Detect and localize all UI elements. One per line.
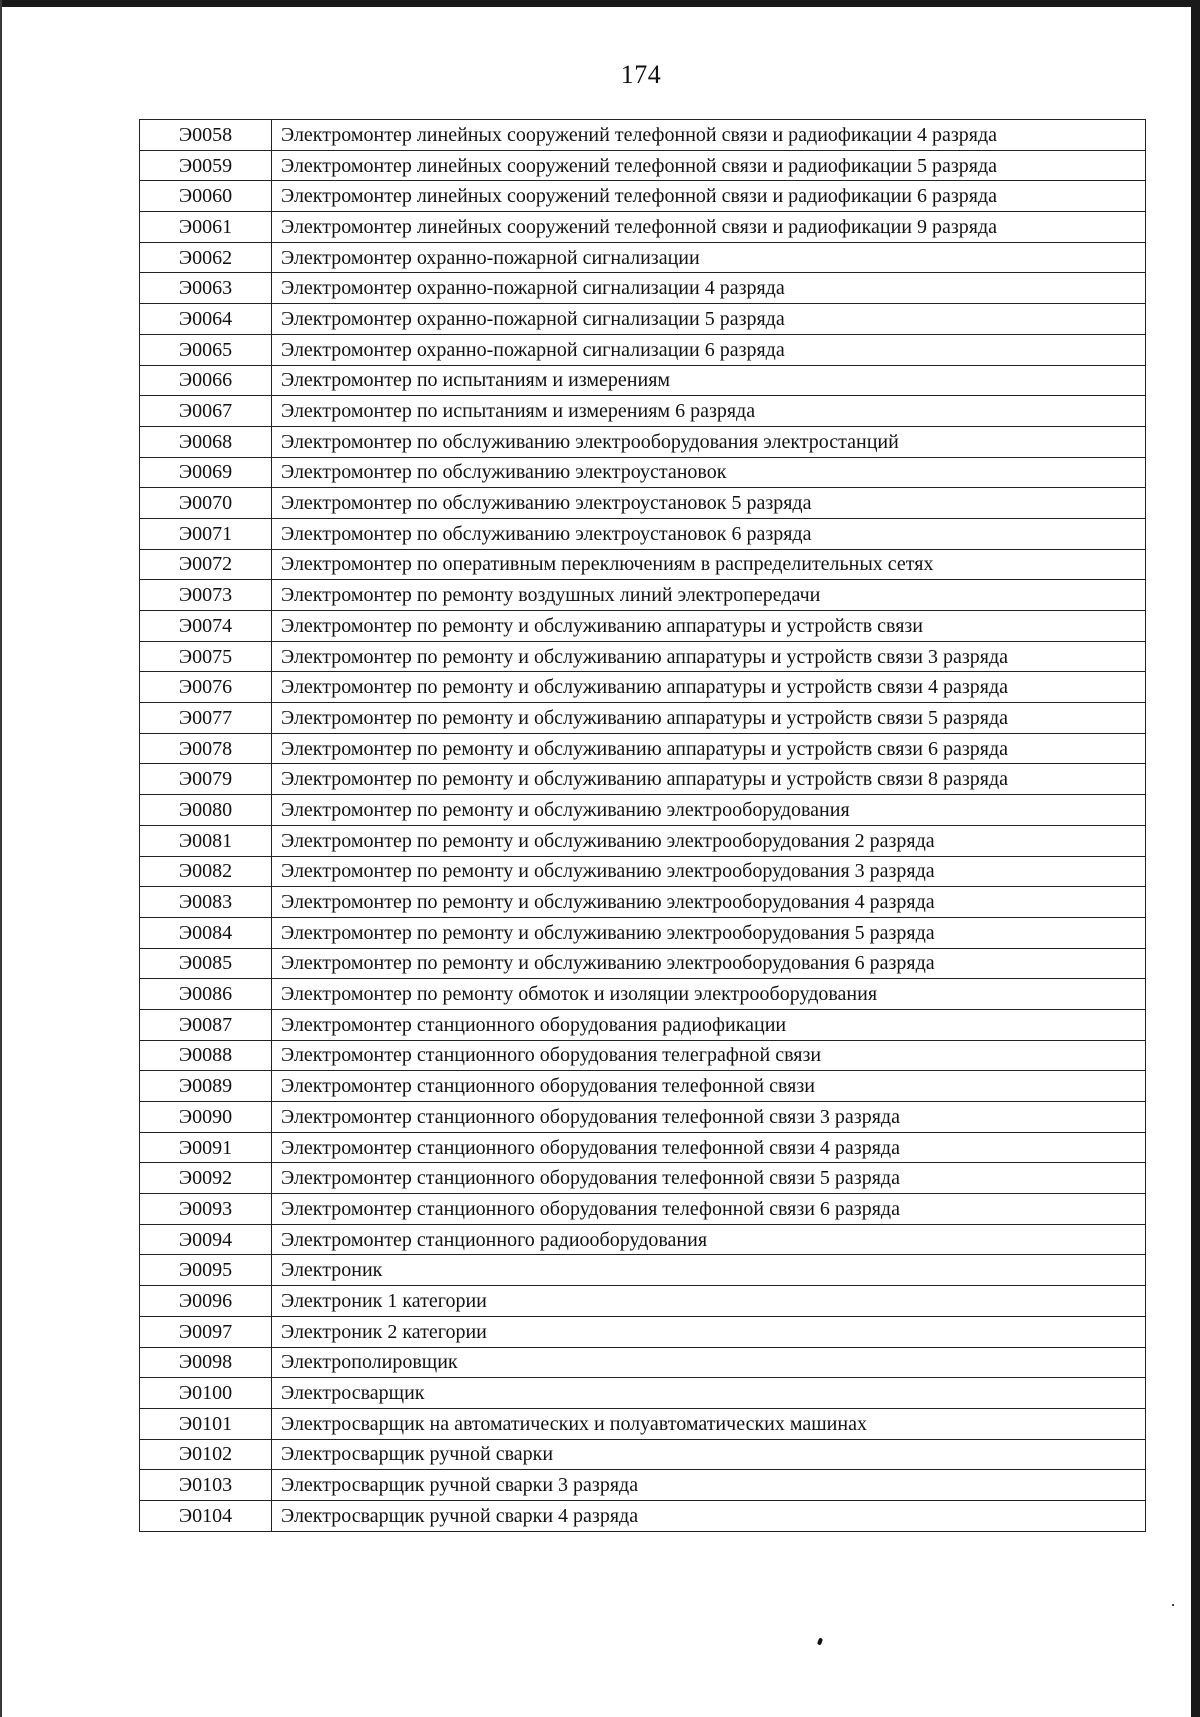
row-profession-name: Электромонтер по ремонту и обслуживанию электрооборудования 3 разряда [272, 856, 1146, 887]
row-code: Э0069 [140, 457, 272, 488]
row-code: Э0092 [140, 1163, 272, 1194]
table-row [140, 948, 1146, 979]
row-code: Э0082 [140, 856, 272, 887]
table-row [140, 304, 1146, 335]
row-profession-name: Электросварщик [272, 1378, 1146, 1409]
table-row [140, 1347, 1146, 1378]
row-code: Э0083 [140, 887, 272, 918]
row-profession-name: Электросварщик ручной сварки [272, 1439, 1146, 1470]
row-profession-name: Электромонтер по ремонту и обслуживанию электрооборудования [272, 795, 1146, 826]
table-row [140, 1408, 1146, 1439]
row-profession-name: Электромонтер по испытаниям и измерениям [272, 365, 1146, 396]
table-row [140, 1500, 1146, 1531]
table-row [140, 1009, 1146, 1040]
row-profession-name: Электромонтер по ремонту и обслуживанию аппаратуры и устройств связи [272, 611, 1146, 642]
page-number: 174 [620, 60, 662, 89]
table-row [140, 1163, 1146, 1194]
table-row [140, 1040, 1146, 1071]
table-row [140, 273, 1146, 304]
row-code: Э0098 [140, 1347, 272, 1378]
table-row [140, 120, 1146, 151]
scan-border-top [0, 0, 1200, 7]
scan-border-left [0, 0, 2, 1717]
table-row [140, 1224, 1146, 1255]
row-code: Э0091 [140, 1132, 272, 1163]
row-profession-name: Электромонтер по обслуживанию электроустановок [272, 457, 1146, 488]
table-row [140, 242, 1146, 273]
table-row [140, 856, 1146, 887]
row-profession-name: Электромонтер охранно-пожарной сигнализации 5 разряда [272, 304, 1146, 335]
row-profession-name: Электромонтер по ремонту воздушных линий электропередачи [272, 580, 1146, 611]
table-row [140, 396, 1146, 427]
row-profession-name: Электромонтер линейных сооружений телефонной связи и радиофикации 4 разряда [272, 120, 1146, 151]
row-code: Э0063 [140, 273, 272, 304]
scan-border-right [1191, 0, 1200, 1717]
table-row [140, 795, 1146, 826]
row-code: Э0075 [140, 641, 272, 672]
row-code: Э0070 [140, 488, 272, 519]
row-profession-name: Электромонтер по ремонту и обслуживанию аппаратуры и устройств связи 4 разряда [272, 672, 1146, 703]
row-code: Э0074 [140, 611, 272, 642]
row-profession-name: Электромонтер линейных сооружений телефонной связи и радиофикации 9 разряда [272, 212, 1146, 243]
table-row [140, 672, 1146, 703]
row-profession-name: Электроник 2 категории [272, 1316, 1146, 1347]
row-profession-name: Электромонтер по ремонту и обслуживанию аппаратуры и устройств связи 6 разряда [272, 733, 1146, 764]
row-profession-name: Электромонтер по обслуживанию электроустановок 5 разряда [272, 488, 1146, 519]
table-row [140, 764, 1146, 795]
row-code: Э0080 [140, 795, 272, 826]
table-row [140, 979, 1146, 1010]
row-code: Э0097 [140, 1316, 272, 1347]
row-code: Э0095 [140, 1255, 272, 1286]
row-code: Э0072 [140, 549, 272, 580]
row-code: Э0067 [140, 396, 272, 427]
table-row [140, 181, 1146, 212]
table-row [140, 580, 1146, 611]
scan-speck [1172, 1604, 1174, 1606]
registry-table-container [139, 119, 1146, 1532]
table-row [140, 549, 1146, 580]
row-code: Э0059 [140, 150, 272, 181]
table-row [140, 365, 1146, 396]
row-profession-name: Электромонтер по ремонту и обслуживанию аппаратуры и устройств связи 5 разряда [272, 703, 1146, 734]
table-row [140, 1194, 1146, 1225]
table-row [140, 703, 1146, 734]
table-row [140, 426, 1146, 457]
table-row [140, 887, 1146, 918]
row-profession-name: Электромонтер по ремонту обмоток и изоляции электрооборудования [272, 979, 1146, 1010]
row-profession-name: Электромонтер по оперативным переключениям в распределительных сетях [272, 549, 1146, 580]
row-profession-name: Электромонтер станционного оборудования телефонной связи 3 разряда [272, 1102, 1146, 1133]
row-profession-name: Электромонтер по ремонту и обслуживанию электрооборудования 6 разряда [272, 948, 1146, 979]
row-profession-name: Электромонтер охранно-пожарной сигнализации [272, 242, 1146, 273]
table-row [140, 1132, 1146, 1163]
table-row [140, 150, 1146, 181]
row-profession-name: Электроник [272, 1255, 1146, 1286]
row-code: Э0100 [140, 1378, 272, 1409]
table-row [140, 1286, 1146, 1317]
row-code: Э0079 [140, 764, 272, 795]
row-profession-name: Электромонтер охранно-пожарной сигнализации 6 разряда [272, 334, 1146, 365]
row-profession-name: Электромонтер по обслуживанию электрооборудования электростанций [272, 426, 1146, 457]
row-code: Э0101 [140, 1408, 272, 1439]
table-row [140, 1470, 1146, 1501]
row-profession-name: Электромонтер станционного оборудования телефонной связи 5 разряда [272, 1163, 1146, 1194]
row-code: Э0065 [140, 334, 272, 365]
row-code: Э0103 [140, 1470, 272, 1501]
row-code: Э0081 [140, 825, 272, 856]
row-code: Э0096 [140, 1286, 272, 1317]
table-row [140, 212, 1146, 243]
table-row [140, 641, 1146, 672]
row-code: Э0090 [140, 1102, 272, 1133]
row-code: Э0088 [140, 1040, 272, 1071]
row-code: Э0060 [140, 181, 272, 212]
table-row [140, 1316, 1146, 1347]
row-code: Э0104 [140, 1500, 272, 1531]
row-code: Э0061 [140, 212, 272, 243]
table-row [140, 1439, 1146, 1470]
row-code: Э0085 [140, 948, 272, 979]
row-profession-name: Электроник 1 категории [272, 1286, 1146, 1317]
row-code: Э0086 [140, 979, 272, 1010]
row-code: Э0102 [140, 1439, 272, 1470]
row-profession-name: Электромонтер по ремонту и обслуживанию электрооборудования 4 разряда [272, 887, 1146, 918]
row-code: Э0066 [140, 365, 272, 396]
row-code: Э0089 [140, 1071, 272, 1102]
table-row [140, 1378, 1146, 1409]
row-profession-name: Электрополировщик [272, 1347, 1146, 1378]
profession-registry-table [139, 119, 1146, 1532]
row-profession-name: Электромонтер по обслуживанию электроустановок 6 разряда [272, 518, 1146, 549]
row-profession-name: Электромонтер линейных сооружений телефонной связи и радиофикации 5 разряда [272, 150, 1146, 181]
table-row [140, 825, 1146, 856]
table-row [140, 518, 1146, 549]
table-row [140, 334, 1146, 365]
row-profession-name: Электромонтер по ремонту и обслуживанию электрооборудования 5 разряда [272, 917, 1146, 948]
table-row [140, 733, 1146, 764]
row-code: Э0064 [140, 304, 272, 335]
row-profession-name: Электросварщик ручной сварки 3 разряда [272, 1470, 1146, 1501]
row-code: Э0087 [140, 1009, 272, 1040]
row-code: Э0071 [140, 518, 272, 549]
row-code: Э0077 [140, 703, 272, 734]
table-row [140, 457, 1146, 488]
row-profession-name: Электромонтер станционного оборудования телефонной связи [272, 1071, 1146, 1102]
row-profession-name: Электромонтер по ремонту и обслуживанию аппаратуры и устройств связи 8 разряда [272, 764, 1146, 795]
row-profession-name: Электромонтер станционного радиооборудования [272, 1224, 1146, 1255]
row-profession-name: Электромонтер линейных сооружений телефонной связи и радиофикации 6 разряда [272, 181, 1146, 212]
table-row [140, 488, 1146, 519]
registry-table-body [140, 120, 1146, 1532]
row-profession-name: Электромонтер станционного оборудования телефонной связи 6 разряда [272, 1194, 1146, 1225]
row-code: Э0093 [140, 1194, 272, 1225]
row-code: Э0078 [140, 733, 272, 764]
row-profession-name: Электромонтер по ремонту и обслуживанию электрооборудования 2 разряда [272, 825, 1146, 856]
row-code: Э0058 [140, 120, 272, 151]
row-code: Э0068 [140, 426, 272, 457]
table-row [140, 917, 1146, 948]
row-code: Э0062 [140, 242, 272, 273]
row-code: Э0073 [140, 580, 272, 611]
row-code: Э0076 [140, 672, 272, 703]
table-row [140, 611, 1146, 642]
scan-mark [817, 1638, 823, 1646]
row-code: Э0084 [140, 917, 272, 948]
row-code: Э0094 [140, 1224, 272, 1255]
row-profession-name: Электросварщик на автоматических и полуавтоматических машинах [272, 1408, 1146, 1439]
row-profession-name: Электромонтер охранно-пожарной сигнализации 4 разряда [272, 273, 1146, 304]
table-row [140, 1255, 1146, 1286]
row-profession-name: Электромонтер станционного оборудования радиофикации [272, 1009, 1146, 1040]
table-row [140, 1102, 1146, 1133]
row-profession-name: Электромонтер по ремонту и обслуживанию аппаратуры и устройств связи 3 разряда [272, 641, 1146, 672]
row-profession-name: Электромонтер по испытаниям и измерениям 6 разряда [272, 396, 1146, 427]
row-profession-name: Электромонтер станционного оборудования телефонной связи 4 разряда [272, 1132, 1146, 1163]
table-row [140, 1071, 1146, 1102]
row-profession-name: Электромонтер станционного оборудования телеграфной связи [272, 1040, 1146, 1071]
row-profession-name: Электросварщик ручной сварки 4 разряда [272, 1500, 1146, 1531]
